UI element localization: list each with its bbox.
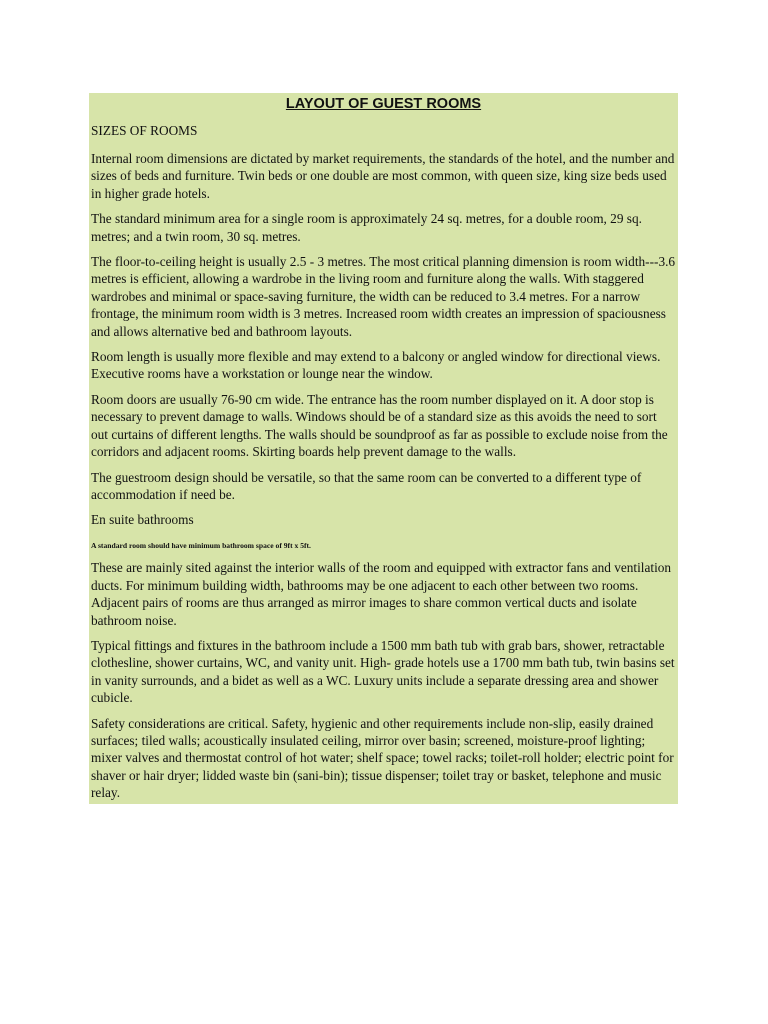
paragraph-bathroom-fittings: Typical fittings and fixtures in the bathroom include a 1500 mm bath tub with grab bars, shower, retractable clothesline, shower curtains, WC, and vanity unit. High- grade hotels use a 1700 mm bath tub, twin basins set in vanity surrounds, and a bidet as well as a WC. Luxury units include a separate dressing area and shower cubicle. <box>91 637 675 706</box>
section-heading-sizes: SIZES OF ROOMS <box>91 123 198 138</box>
paragraph-minimum-area: The standard minimum area for a single room is approximately 24 sq. metres, for a double room, 29 sq. metres; and a twin room, 30 sq. metres. <box>91 211 642 244</box>
paragraph-ceiling-height: The floor-to-ceiling height is usually 2.5 - 3 metres. The most critical planning dimension is room width---3.6 metres is efficient, allowing a wardrobe in the living room and furniture along the walls. With staggered wardrobes and minimal or space-saving furniture, the width can be reduced to 3.4 metres. For a narrow frontage, the minimum room width is 3 metres. Increased room width creates an impression of spaciousness and allows alternative bed and bathroom layouts. <box>91 254 676 339</box>
paragraph-bathroom-siting: These are mainly sited against the interior walls of the room and equipped with extractor fans and ventilation ducts. For minimum building width, bathrooms may be one adjacent to each other between two rooms. Adjacent pairs of rooms are thus arranged as mirror images to share common vertical ducts and isolate bathroom noise. <box>91 560 672 628</box>
document-page <box>89 93 678 804</box>
document-title: LAYOUT OF GUEST ROOMS <box>285 96 482 112</box>
paragraph-room-length: Room length is usually more flexible and may extend to a balcony or angled window for directional views. Executive rooms have a workstation or lounge near the window. <box>91 349 661 382</box>
paragraph-versatile-design: The guestroom design should be versatile, so that the same room can be converted to a different type of accommodation if need be. <box>91 469 642 502</box>
paragraph-room-dimensions: Internal room dimensions are dictated by market requirements, the standards of the hotel, and the number and sizes of beds and furniture. Twin beds or one double are most common, with queen size, king size beds used in higher grade hotels. <box>91 151 675 201</box>
paragraph-room-doors: Room doors are usually 76-90 cm wide. The entrance has the room number displayed on it. A door stop is necessary to prevent damage to walls. Windows should be of a standard size as this avoids the need to sort out curtains of different lengths. The walls should be soundproof as far as possible to exclude noise from the corridors and adjacent rooms. Skirting boards help prevent damage to the walls. <box>91 391 668 460</box>
paragraph-bathroom-safety: Safety considerations are critical. Safety, hygienic and other requirements include non-slip, easily drained surfaces; tiled walls; acoustically insulated ceiling, mirror over basin; screened, moisture-proof lighting; mixer valves and thermostat control of hot water; shelf space; towel racks; toilet-roll holder; electric point for shaver or hair dryer; lidded waste bin (sani-bin); tissue dispenser; toilet tray or basket, telephone and music relay. <box>91 715 674 801</box>
bathroom-size-note: A standard room should have minimum bathroom space of 9ft x 5ft. <box>91 541 311 551</box>
section-heading-bathrooms: En suite bathrooms <box>91 512 194 528</box>
